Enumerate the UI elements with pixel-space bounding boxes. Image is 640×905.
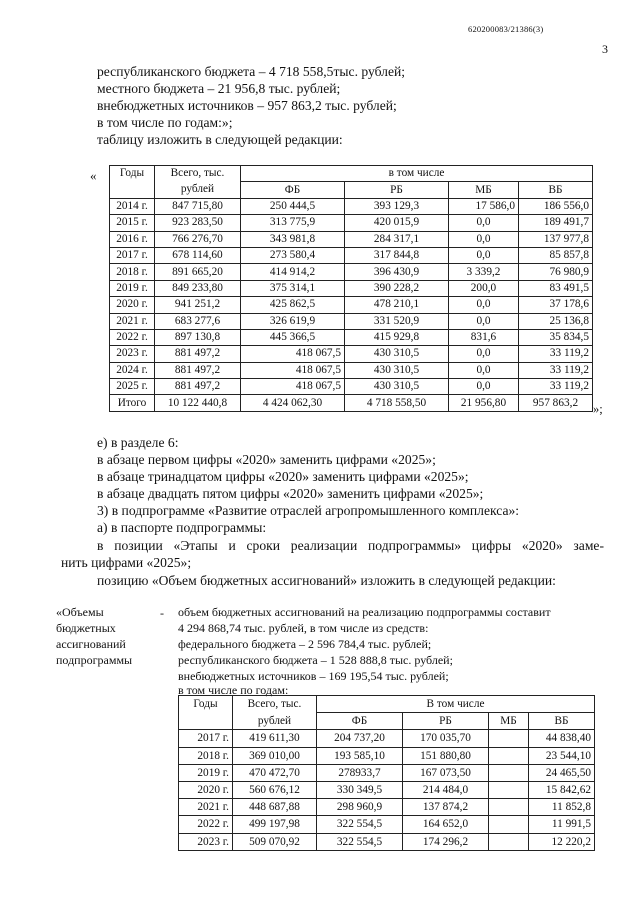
- table-total-row: [110, 395, 593, 411]
- cell-vb: 83 491,5: [519, 280, 593, 296]
- cell-rb: 331 520,9: [345, 313, 449, 329]
- cell-total: 560 676,12: [233, 781, 317, 798]
- intro-line: внебюджетных источников – 957 863,2 тыс. рублей;: [97, 98, 397, 113]
- cell-rb: 430 310,5: [345, 346, 449, 362]
- cell-total: 470 472,70: [233, 764, 317, 781]
- cell-total: 881 497,2: [155, 379, 241, 395]
- cell-vb: 33 119,2: [519, 346, 593, 362]
- cell-year: 2017 г.: [110, 247, 155, 263]
- body-line: позицию «Объем бюджетных ассигнований» изложить в следующей редакции:: [97, 573, 556, 588]
- cell-fb: 278933,7: [317, 764, 403, 781]
- header-vb: ВБ: [519, 182, 593, 198]
- table1-close-quote: »;: [593, 402, 603, 416]
- cell-mb: 831,6: [449, 329, 519, 345]
- body-line: в абзаце двадцать пятом цифры «2020» заменить цифрами «2025»;: [97, 486, 484, 501]
- cell-rb: 284 317,1: [345, 231, 449, 247]
- cell-mb: 0,0: [449, 313, 519, 329]
- cell-rb: 396 430,9: [345, 264, 449, 280]
- cell-total: 678 114,60: [155, 247, 241, 263]
- header-rb: РБ: [403, 713, 489, 730]
- passport-label-line: бюджетных: [56, 621, 116, 635]
- cell-total: 849 233,80: [155, 280, 241, 296]
- cell-fb: 4 424 062,30: [241, 395, 345, 411]
- cell-rb: 430 310,5: [345, 379, 449, 395]
- funding-table-2017-2023: [178, 695, 595, 851]
- table-row: [110, 346, 593, 362]
- passport-dash: -: [160, 606, 164, 620]
- cell-mb: 0,0: [449, 215, 519, 231]
- cell-mb: 21 956,80: [449, 395, 519, 411]
- cell-vb: 23 544,10: [529, 747, 595, 764]
- passport-value-line: 4 294 868,74 тыс. рублей, в том числе из средств:: [178, 621, 429, 635]
- cell-fb: 322 554,5: [317, 833, 403, 850]
- cell-fb: 250 444,5: [241, 198, 345, 214]
- cell-rb: 390 228,2: [345, 280, 449, 296]
- cell-vb: 11 991,5: [529, 816, 595, 833]
- passport-label-line: «Объемы: [56, 605, 104, 619]
- cell-year: 2025 г.: [110, 379, 155, 395]
- header-total-unit: рублей: [155, 182, 241, 198]
- header-rb: РБ: [345, 182, 449, 198]
- cell-vb: 25 136,8: [519, 313, 593, 329]
- cell-mb: [489, 816, 529, 833]
- cell-rb: 174 296,2: [403, 833, 489, 850]
- cell-vb: 11 852,8: [529, 799, 595, 816]
- intro-line: местного бюджета – 21 956,8 тыс. рублей;: [97, 81, 341, 96]
- cell-vb: 37 178,6: [519, 297, 593, 313]
- header-mb: МБ: [449, 182, 519, 198]
- table-row: [110, 215, 593, 231]
- cell-vb: 957 863,2: [519, 395, 593, 411]
- cell-vb: 186 556,0: [519, 198, 593, 214]
- cell-total: 881 497,2: [155, 346, 241, 362]
- cell-fb: 326 619,9: [241, 313, 345, 329]
- header-including: в том числе: [241, 166, 593, 182]
- cell-mb: 0,0: [449, 247, 519, 263]
- table-row: [110, 297, 593, 313]
- cell-year: 2021 г.: [110, 313, 155, 329]
- cell-rb: 151 880,80: [403, 747, 489, 764]
- cell-year: 2023 г.: [179, 833, 233, 850]
- cell-year: 2018 г.: [110, 264, 155, 280]
- body-line: в абзаце первом цифры «2020» заменить цифрами «2025»;: [97, 452, 436, 467]
- cell-total: 941 251,2: [155, 297, 241, 313]
- cell-fb: 273 580,4: [241, 247, 345, 263]
- cell-total: 369 010,00: [233, 747, 317, 764]
- table-row: [179, 816, 595, 833]
- passport-value-line: федерального бюджета – 2 596 784,4 тыс. рублей;: [178, 637, 432, 651]
- table-row: [179, 747, 595, 764]
- table-row: [179, 764, 595, 781]
- body-line: в абзаце тринадцатом цифры «2020» заменить цифрами «2025»;: [97, 469, 469, 484]
- cell-fb: 298 960,9: [317, 799, 403, 816]
- cell-mb: 0,0: [449, 346, 519, 362]
- cell-year: 2024 г.: [110, 362, 155, 378]
- header-mb: МБ: [489, 713, 529, 730]
- cell-rb: 430 310,5: [345, 362, 449, 378]
- cell-mb: [489, 730, 529, 747]
- cell-year: 2016 г.: [110, 231, 155, 247]
- header-vb: ВБ: [529, 713, 595, 730]
- passport-value-line: внебюджетных источников – 169 195,54 тыс. рублей;: [178, 669, 449, 683]
- intro-line: республиканского бюджета – 4 718 558,5тыс. рублей;: [97, 64, 406, 79]
- cell-total-label: Итого: [110, 395, 155, 411]
- cell-fb: 193 585,10: [317, 747, 403, 764]
- cell-total: 509 070,92: [233, 833, 317, 850]
- table-row: [179, 781, 595, 798]
- table-row: [110, 264, 593, 280]
- cell-vb: 12 220,2: [529, 833, 595, 850]
- table-row: [110, 231, 593, 247]
- cell-fb: 343 981,8: [241, 231, 345, 247]
- cell-vb: 33 119,2: [519, 379, 593, 395]
- cell-fb: 375 314,1: [241, 280, 345, 296]
- cell-rb: 4 718 558,50: [345, 395, 449, 411]
- cell-year: 2023 г.: [110, 346, 155, 362]
- cell-fb: 414 914,2: [241, 264, 345, 280]
- cell-fb: 418 067,5: [241, 362, 345, 378]
- cell-rb: 415 929,8: [345, 329, 449, 345]
- cell-year: 2019 г.: [179, 764, 233, 781]
- cell-mb: 3 339,2: [449, 264, 519, 280]
- header-years: Годы: [110, 166, 155, 182]
- passport-label-line: ассигнований: [56, 637, 126, 651]
- cell-mb: 0,0: [449, 297, 519, 313]
- table-row: [110, 329, 593, 345]
- cell-mb: 17 586,0: [449, 198, 519, 214]
- table1-open-quote: «: [90, 168, 97, 183]
- cell-vb: 76 980,9: [519, 264, 593, 280]
- cell-vb: 85 857,8: [519, 247, 593, 263]
- cell-fb: 425 862,5: [241, 297, 345, 313]
- cell-mb: 0,0: [449, 231, 519, 247]
- cell-rb: 420 015,9: [345, 215, 449, 231]
- cell-year: 2015 г.: [110, 215, 155, 231]
- header-total-unit: рублей: [233, 713, 317, 730]
- cell-fb: 330 349,5: [317, 781, 403, 798]
- cell-rb: 317 844,8: [345, 247, 449, 263]
- header-years-cont: [110, 182, 155, 198]
- cell-year: 2022 г.: [179, 816, 233, 833]
- cell-total: 891 665,20: [155, 264, 241, 280]
- table-row: [110, 247, 593, 263]
- cell-mb: [489, 781, 529, 798]
- header-years: Годы: [179, 696, 233, 713]
- page-number: 3: [602, 42, 608, 56]
- header-total: Всего, тыс.: [155, 166, 241, 182]
- cell-year: 2014 г.: [110, 198, 155, 214]
- cell-total: 766 276,70: [155, 231, 241, 247]
- passport-value-line: в том числе по годам:: [178, 683, 289, 697]
- cell-year: 2021 г.: [179, 799, 233, 816]
- cell-total: 683 277,6: [155, 313, 241, 329]
- body-line: а) в паспорте подпрограммы:: [97, 520, 267, 535]
- cell-mb: 200,0: [449, 280, 519, 296]
- cell-vb: 137 977,8: [519, 231, 593, 247]
- cell-year: 2017 г.: [179, 730, 233, 747]
- cell-total: 923 283,50: [155, 215, 241, 231]
- cell-total: 10 122 440,8: [155, 395, 241, 411]
- cell-mb: 0,0: [449, 379, 519, 395]
- cell-fb: 418 067,5: [241, 346, 345, 362]
- table-row: [110, 313, 593, 329]
- header-fb: ФБ: [241, 182, 345, 198]
- cell-year: 2019 г.: [110, 280, 155, 296]
- intro-line: в том числе по годам:»;: [97, 115, 233, 130]
- cell-rb: 393 129,3: [345, 198, 449, 214]
- header-years-cont: [179, 713, 233, 730]
- document-id: 620200083/21386(3): [468, 24, 544, 34]
- table-row: [179, 799, 595, 816]
- table-row: [179, 730, 595, 747]
- cell-year: 2022 г.: [110, 329, 155, 345]
- body-line: 3) в подпрограмме «Развитие отраслей агропромышленного комплекса»:: [97, 503, 520, 518]
- cell-fb: 313 775,9: [241, 215, 345, 231]
- cell-vb: 35 834,5: [519, 329, 593, 345]
- header-including: В том числе: [317, 696, 595, 713]
- cell-rb: 167 073,50: [403, 764, 489, 781]
- table-row: [179, 833, 595, 850]
- cell-rb: 214 484,0: [403, 781, 489, 798]
- cell-vb: 15 842,62: [529, 781, 595, 798]
- cell-vb: 33 119,2: [519, 362, 593, 378]
- cell-fb: 204 737,20: [317, 730, 403, 747]
- cell-total: 897 130,8: [155, 329, 241, 345]
- cell-mb: [489, 799, 529, 816]
- body-line: е) в разделе 6:: [97, 435, 179, 450]
- table-row: [110, 280, 593, 296]
- header-total: Всего, тыс.: [233, 696, 317, 713]
- table-row: [110, 198, 593, 214]
- cell-rb: 137 874,2: [403, 799, 489, 816]
- cell-total: 448 687,88: [233, 799, 317, 816]
- cell-mb: [489, 764, 529, 781]
- funding-table-2014-2025: [109, 165, 593, 412]
- cell-rb: 478 210,1: [345, 297, 449, 313]
- passport-value-line: республиканского бюджета – 1 528 888,8 тыс. рублей;: [178, 653, 453, 667]
- cell-rb: 170 035,70: [403, 730, 489, 747]
- cell-year: 2020 г.: [110, 297, 155, 313]
- cell-rb: 164 652,0: [403, 816, 489, 833]
- header-fb: ФБ: [317, 713, 403, 730]
- cell-fb: 445 366,5: [241, 329, 345, 345]
- cell-total: 847 715,80: [155, 198, 241, 214]
- cell-fb: 322 554,5: [317, 816, 403, 833]
- cell-mb: [489, 747, 529, 764]
- intro-line: таблицу изложить в следующей редакции:: [97, 132, 343, 147]
- cell-total: 881 497,2: [155, 362, 241, 378]
- cell-vb: 24 465,50: [529, 764, 595, 781]
- table-row: [110, 362, 593, 378]
- cell-mb: [489, 833, 529, 850]
- cell-total: 499 197,98: [233, 816, 317, 833]
- table-row: [110, 379, 593, 395]
- cell-vb: 189 491,7: [519, 215, 593, 231]
- cell-vb: 44 838,40: [529, 730, 595, 747]
- passport-value-line: объем бюджетных ассигнований на реализацию подпрограммы составит: [178, 605, 551, 619]
- body-line: нить цифрами «2025»;: [61, 555, 192, 570]
- cell-fb: 418 067,5: [241, 379, 345, 395]
- passport-label-line: подпрограммы: [56, 653, 133, 667]
- cell-year: 2018 г.: [179, 747, 233, 764]
- cell-total: 419 611,30: [233, 730, 317, 747]
- cell-mb: 0,0: [449, 362, 519, 378]
- body-line: в позиции «Этапы и сроки реализации подпрограммы» цифры «2020» заме-: [97, 538, 604, 553]
- cell-year: 2020 г.: [179, 781, 233, 798]
